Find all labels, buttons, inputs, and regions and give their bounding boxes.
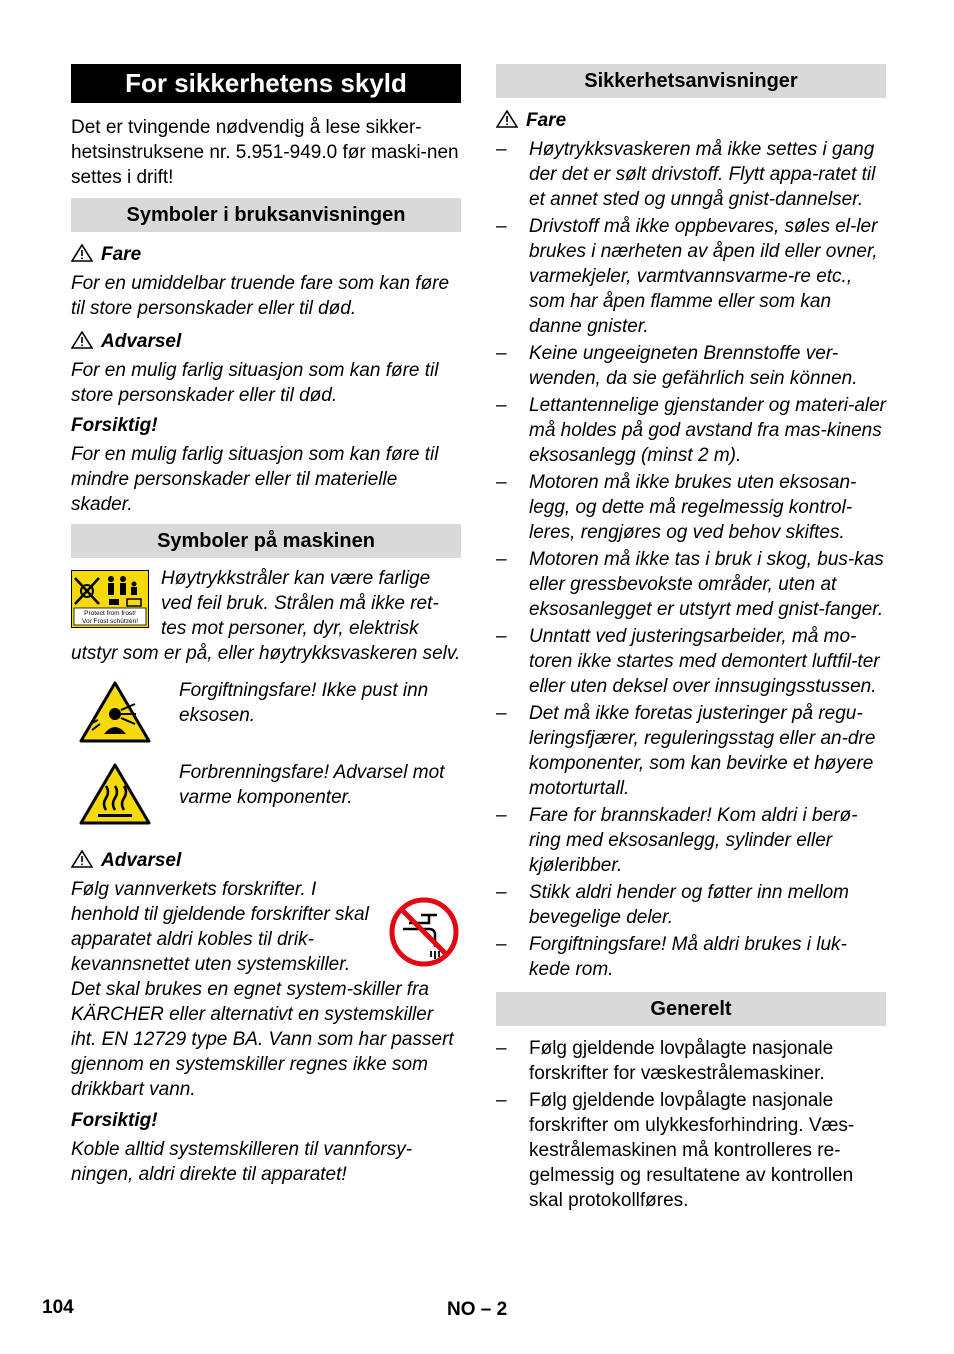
section-header-safety: Sikkerhetsanvisninger bbox=[496, 64, 886, 98]
advarsel2-label: Advarsel bbox=[101, 850, 182, 871]
list-dash: – bbox=[496, 1038, 507, 1059]
list-item bbox=[496, 470, 886, 545]
intro-text: Det er tvingende nødvendig å lese sikker-hetsinstruksene nr. 5.951-949.0 før maski-nen settes i drift! bbox=[71, 117, 459, 188]
left-column bbox=[71, 64, 461, 1187]
advarsel2-text: Følg vannverkets forskrifter. I henhold til gjeldende forskrifter skal apparatet aldri kobles til drik-kevannsnettet uten systemskiller. Det skal brukes en egnet system-skiller fra KÄRCHER eller alternativt en systemskiller iht. EN 12729 type BA. Vann som har passert gjennom en systemskiller regnes ikke som drikkbart vann. bbox=[71, 879, 454, 1100]
list-item-text: Unntatt ved justeringsarbeider, må mo-toren ikke startes med demontert luftfil-ter eller uten deksel over innsugingsstussen. bbox=[529, 626, 880, 697]
list-dash: – bbox=[496, 882, 507, 903]
safety-list bbox=[496, 137, 886, 982]
advarsel-text: For en mulig farlig situasjon som kan føre til store personskader eller til død. bbox=[71, 360, 439, 406]
list-dash: – bbox=[496, 805, 507, 826]
list-dash: – bbox=[496, 139, 507, 160]
poisoning-hazard-icon bbox=[78, 680, 152, 744]
fare-text: For en umiddelbar truende fare som kan føre til store personskader eller til død. bbox=[71, 273, 450, 319]
list-item-text: Følg gjeldende lovpålagte nasjonale forskrifter om ulykkesforhindring. Væs-kestrålemaskinen må kontrolleres re-gelmessig og resultatene av kontrollen skal protokollføres. bbox=[529, 1090, 855, 1211]
list-dash: – bbox=[496, 343, 507, 364]
general-list bbox=[496, 1036, 886, 1213]
machine-text-poison: Forgiftningsfare! Ikke pust inn eksosen. bbox=[179, 680, 429, 726]
jet-warning-sticker bbox=[71, 570, 149, 628]
list-item bbox=[496, 137, 886, 212]
list-item-text: Følg gjeldende lovpålagte nasjonale forskrifter for væskestrålemaskiner. bbox=[529, 1038, 834, 1084]
fare-heading bbox=[71, 242, 461, 267]
forsiktig-text: For en mulig farlig situasjon som kan føre til mindre personskader eller til materielle skader. bbox=[71, 444, 439, 515]
advarsel2-heading bbox=[71, 848, 461, 873]
list-item bbox=[496, 624, 886, 699]
machine-symbol-burn bbox=[71, 760, 461, 832]
forsiktig2-text: Koble alltid systemskilleren til vannforsy-ningen, aldri direkte til apparatet! bbox=[71, 1139, 413, 1185]
list-dash: – bbox=[496, 395, 507, 416]
jet-warning-icon bbox=[71, 570, 149, 628]
list-item-text: Stikk aldri hender og føtter inn mellom bevegelige deler. bbox=[529, 882, 849, 928]
list-item-text: Lettantennelige gjenstander og materi-aler må holdes på god avstand fra mas-kinens eksosanlegg (minst 2 m). bbox=[529, 395, 887, 466]
page-number: 104 bbox=[42, 1297, 74, 1318]
sticker-line1: Protect from frost! bbox=[84, 610, 136, 617]
fare-label: Fare bbox=[101, 244, 142, 265]
machine-symbol-poison bbox=[71, 678, 461, 750]
warning-triangle-icon bbox=[71, 331, 93, 349]
machine-text-jet: Høytrykkstråler kan være farlige ved feil bruk. Strålen må ikke ret-tes mot personer, dyr, elektrisk utstyr som er på, eller høytrykksvaskeren selv. bbox=[71, 568, 461, 664]
list-dash: – bbox=[496, 703, 507, 724]
list-dash: – bbox=[496, 934, 507, 955]
list-item bbox=[496, 214, 886, 339]
warning-triangle-icon bbox=[496, 110, 518, 128]
advarsel-label: Advarsel bbox=[101, 331, 182, 352]
section-reference: NO – 2 bbox=[447, 1299, 508, 1320]
section-header-symbols-machine: Symboler på maskinen bbox=[71, 524, 461, 558]
page-title: For sikkerhetens skyld bbox=[71, 64, 461, 103]
section-header-general: Generelt bbox=[496, 992, 886, 1026]
list-item-text: Motoren må ikke tas i bruk i skog, bus-kas eller gressbevokste områder, uten at eksosanlegget er utstyrt med gnist-fanger. bbox=[529, 549, 884, 620]
advarsel2-block bbox=[71, 877, 461, 1102]
section-header-symbols-manual: Symboler i bruksanvisningen bbox=[71, 198, 461, 232]
right-fare-heading bbox=[496, 108, 886, 133]
list-dash: – bbox=[496, 472, 507, 493]
warning-triangle-icon bbox=[71, 850, 93, 868]
list-dash: – bbox=[496, 1090, 507, 1111]
list-item bbox=[496, 880, 886, 930]
list-item bbox=[496, 1088, 886, 1213]
list-item bbox=[496, 393, 886, 468]
list-item-text: Forgiftningsfare! Må aldri brukes i luk-kede rom. bbox=[529, 934, 847, 980]
sticker-line2: Vor Frost schützen! bbox=[82, 618, 138, 625]
list-dash: – bbox=[496, 216, 507, 237]
right-fare-label: Fare bbox=[526, 110, 567, 131]
warning-triangle-icon bbox=[71, 244, 93, 262]
forsiktig2-label: Forsiktig! bbox=[71, 1110, 158, 1131]
machine-symbol-jet bbox=[71, 566, 461, 666]
list-item-text: Det må ikke foretas justeringer på regu-leringsfjærer, reguleringsstag eller an-dre komponenter, som kan bevirke et høyere motorturtall. bbox=[529, 703, 876, 799]
list-item-text: Motoren må ikke brukes uten eksosan-legg, og dette må regelmessig kontrol-leres, rengjøres og ved behov skiftes. bbox=[529, 472, 857, 543]
machine-text-burn: Forbrenningsfare! Advarsel mot varme komponenter. bbox=[179, 762, 445, 808]
list-item bbox=[496, 803, 886, 878]
right-column bbox=[496, 64, 886, 1213]
list-item-text: Keine ungeeigneten Brennstoffe ver-wenden, da sie gefährlich sein können. bbox=[529, 343, 858, 389]
list-item-text: Drivstoff må ikke oppbevares, søles el-ler brukes i nærheten av åpen ild eller ovner, varmekjeler, varmtvannsvarme-re etc., som har åpen flamme eller som kan danne gnister. bbox=[529, 216, 878, 337]
forsiktig-label: Forsiktig! bbox=[71, 415, 158, 436]
advarsel-heading bbox=[71, 329, 461, 354]
list-dash: – bbox=[496, 626, 507, 647]
list-item bbox=[496, 701, 886, 801]
list-item-text: Høytrykksvaskeren må ikke settes i gang der det er sølt drivstoff. Flytt appa-ratet til et annet sted og unngå gnist-dannelser. bbox=[529, 139, 876, 210]
list-item-text: Fare for brannskader! Kom aldri i berø-ring med eksosanlegg, sylinder eller kjøleribber. bbox=[529, 805, 858, 876]
list-item bbox=[496, 341, 886, 391]
list-item bbox=[496, 547, 886, 622]
list-item bbox=[496, 1036, 886, 1086]
hot-surface-icon bbox=[78, 762, 152, 826]
list-dash: – bbox=[496, 549, 507, 570]
no-drinking-water-connection-icon bbox=[389, 895, 459, 969]
list-item bbox=[496, 932, 886, 982]
